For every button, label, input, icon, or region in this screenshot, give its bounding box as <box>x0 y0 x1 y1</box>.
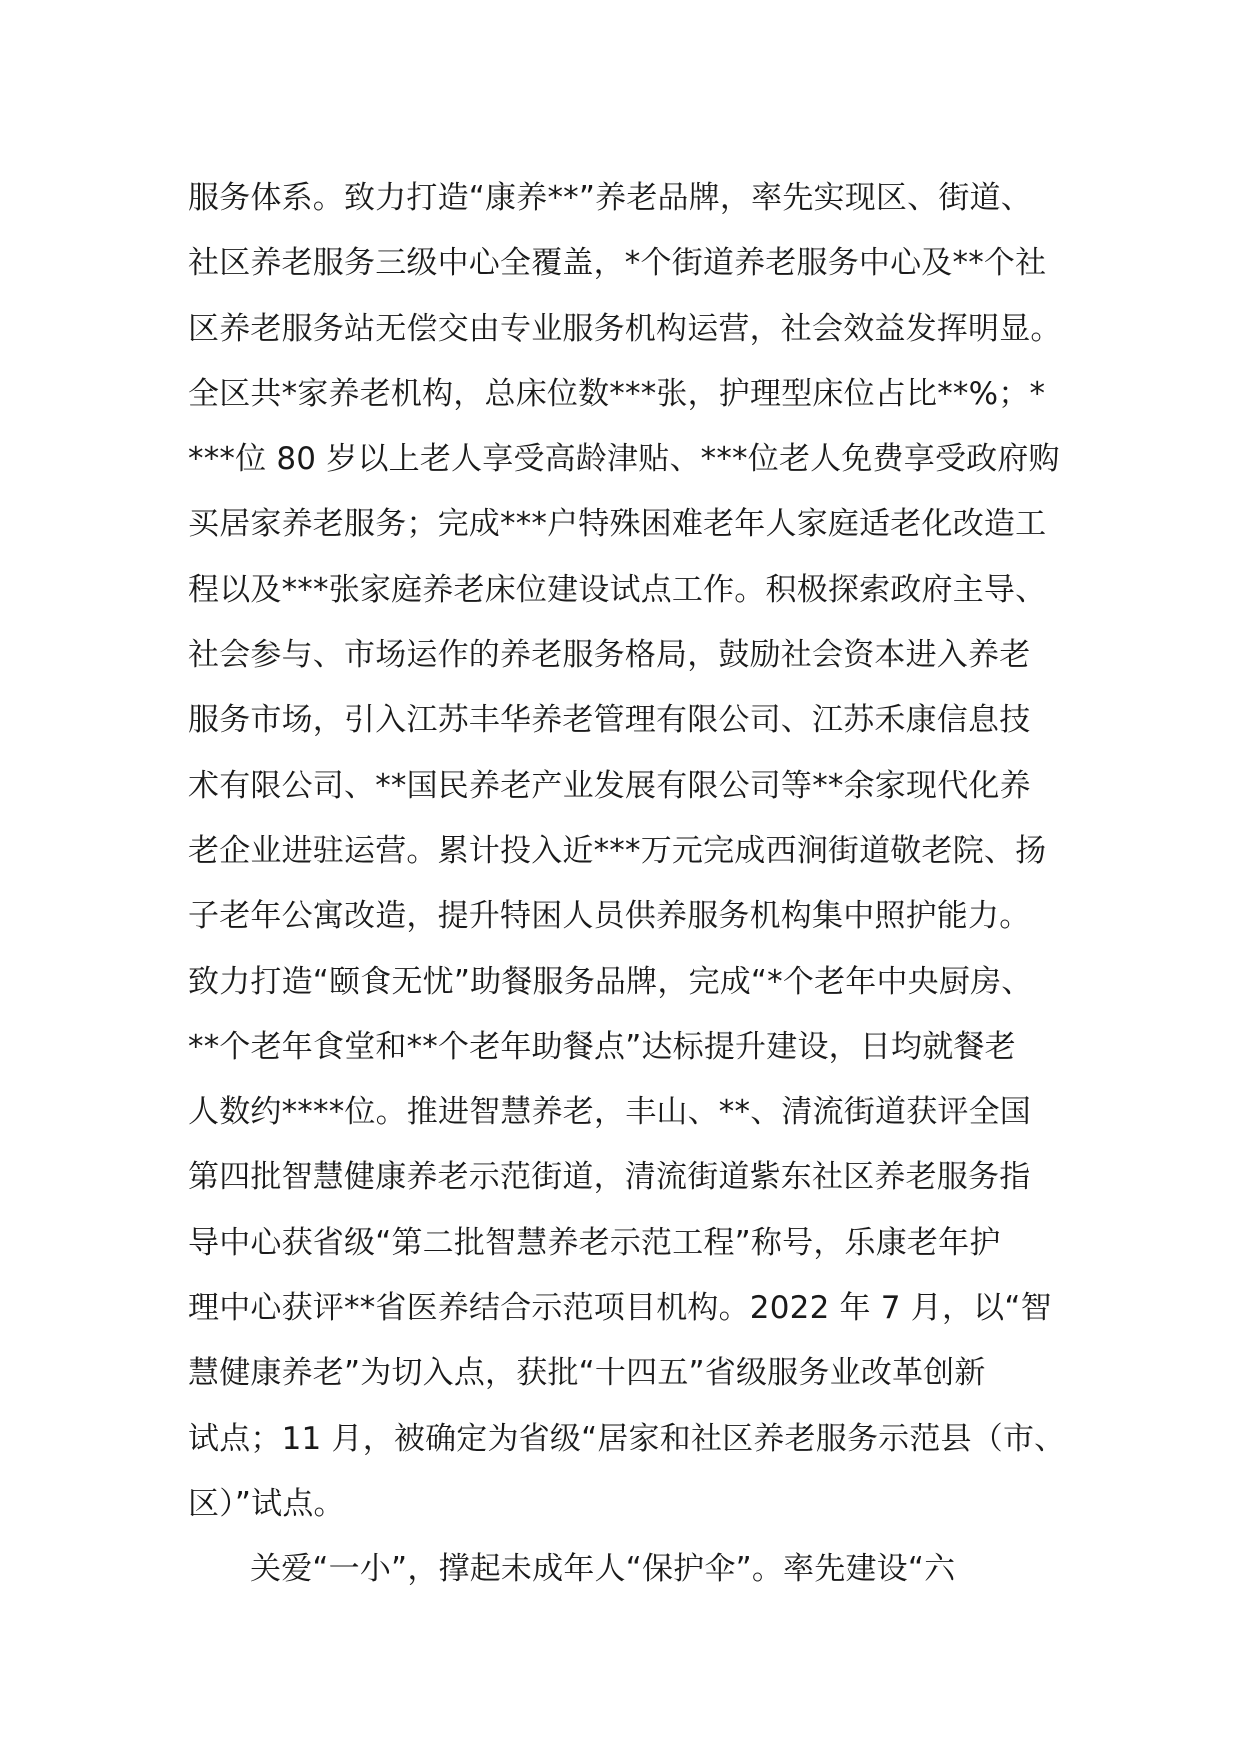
text-line: 试点；11 月，被确定为省级“居家和社区养老服务示范县（市、 <box>188 1420 1066 1457</box>
text-line: 人数约****位。推进智慧养老，丰山、**、清流街道获评全国 <box>188 1094 1031 1131</box>
text-line: 程以及***张家庭养老床位建设试点工作。积极探索政府主导、 <box>188 571 1047 608</box>
text-line: 区养老服务站无偿交由专业服务机构运营，社会效益发挥明显。 <box>188 310 1062 347</box>
paragraph-start-line: 关爱“一小”，撑起未成年人“保护伞”。率先建设“六 <box>250 1551 956 1588</box>
text-line: 导中心获省级“第二批智慧养老示范工程”称号，乐康老年护 <box>188 1224 1001 1261</box>
text-line: 服务体系。致力打造“康养**”养老品牌，率先实现区、街道、 <box>188 180 1032 216</box>
text-line: 社区养老服务三级中心全覆盖，*个街道养老服务中心及**个社 <box>188 245 1047 282</box>
text-line: 致力打造“颐食无忧”助餐服务品牌，完成“*个老年中央厨房、 <box>188 963 1033 1000</box>
text-line: **个老年食堂和**个老年助餐点”达标提升建设，日均就餐老 <box>188 1028 1016 1065</box>
text-line: 社会参与、市场运作的养老服务格局，鼓励社会资本进入养老 <box>188 637 1031 674</box>
body-text <box>188 166 1068 1603</box>
text-line: 买居家养老服务；完成***户特殊困难老年人家庭适老化改造工 <box>188 506 1047 543</box>
text-line: 术有限公司、**国民养老产业发展有限公司等**余家现代化养 <box>188 767 1031 804</box>
text-line: 慧健康养老”为切入点，获批“十四五”省级服务业改革创新 <box>188 1355 986 1392</box>
text-line: 第四批智慧健康养老示范街道，清流街道紫东社区养老服务指 <box>188 1159 1031 1196</box>
text-line: ***位 80 岁以上老人享受高龄津贴、***位老人免费享受政府购 <box>188 441 1060 478</box>
text-line: 服务市场，引入江苏丰华养老管理有限公司、江苏禾康信息技 <box>188 702 1031 739</box>
text-line: 老企业进驻运营。累计投入近***万元完成西涧街道敬老院、扬 <box>188 832 1047 869</box>
text-line: 区）”试点。 <box>188 1485 345 1522</box>
text-line: 理中心获评**省医养结合示范项目机构。2022 年 7 月，以“智 <box>188 1290 1052 1327</box>
text-line: 全区共*家养老机构，总床位数***张，护理型床位占比**%；* <box>188 375 1046 412</box>
text-line: 子老年公寓改造，提升特困人员供养服务机构集中照护能力。 <box>188 898 1031 935</box>
